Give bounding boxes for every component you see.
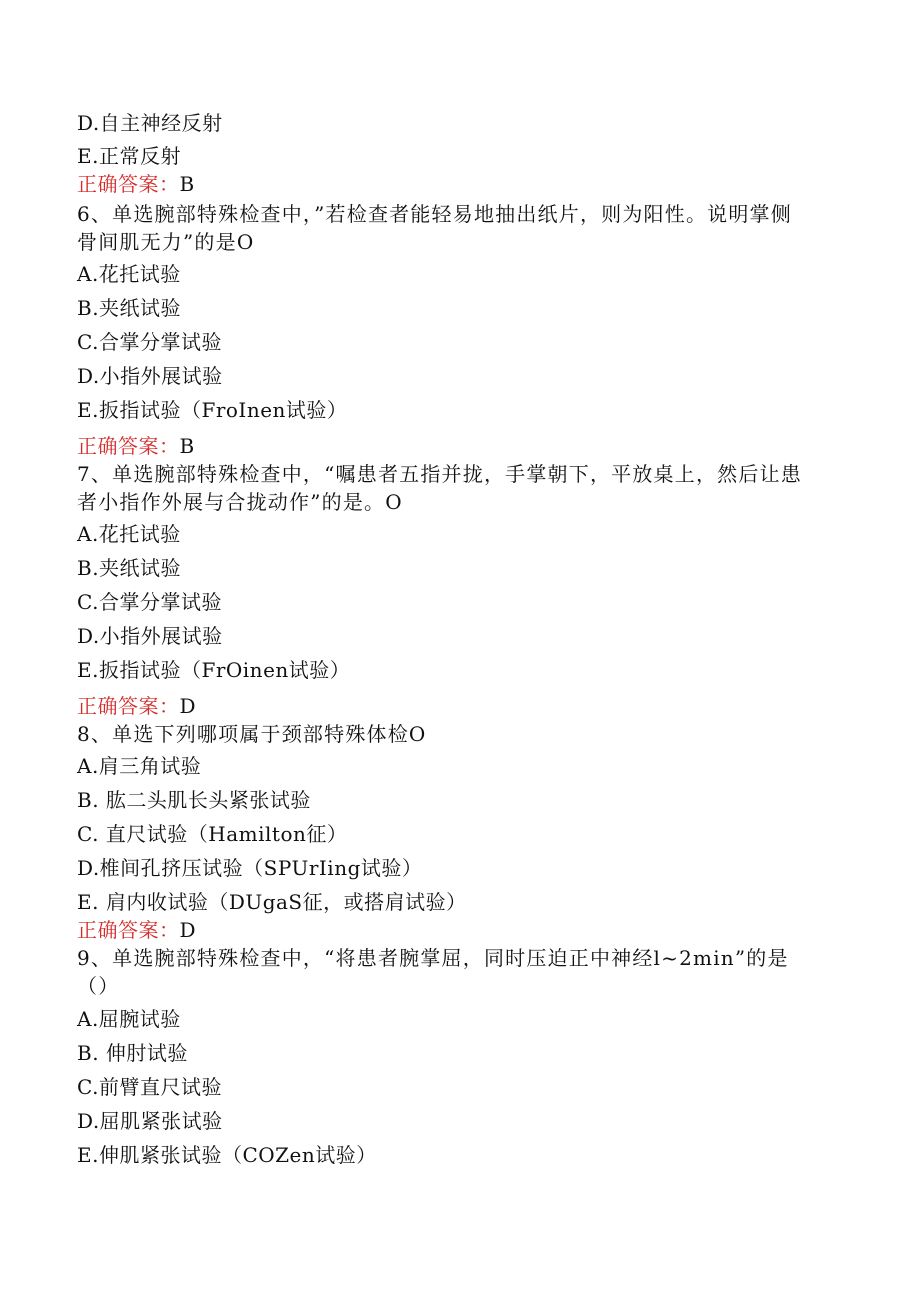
answer-value: D [179,694,197,718]
q6-option-c: C.合掌分掌试验 [77,330,222,354]
q9-option-d: D.屈肌紧张试验 [77,1109,223,1133]
q7-option-c: C.合掌分掌试验 [77,590,222,614]
q9-stem-line1: 9、单选腕部特殊检查中，“将患者腕掌屈，同时压迫正中神经l~2min”的是 [77,946,789,970]
q6-option-d: D.小指外展试验 [77,364,223,388]
q7-option-d: D.小指外展试验 [77,624,223,648]
q7-option-e: E.扳指试验（FrOinen试验） [77,658,351,682]
q9-stem-line2: （） [77,974,120,998]
answer-value: B [179,434,195,458]
q7-answer [77,693,196,719]
answer-label: 正确答案： [77,434,180,458]
q7-option-a: A.花托试验 [77,522,181,546]
answer-label: 正确答案： [77,918,180,942]
q8-option-b: B. 肱二头肌长头紧张试验 [77,788,311,812]
q7-stem-line1: 7、单选腕部特殊检查中，“嘱患者五指并拢，手掌朝下，平放桌上，然后让患 [77,462,802,486]
prev-option-d: D.自主神经反射 [77,111,223,135]
q8-option-a: A.肩三角试验 [77,754,202,778]
q6-option-a: A.花托试验 [77,262,181,286]
prev-answer [77,171,195,197]
q6-stem-line1: 6、单选腕部特殊检查中，”若检查者能轻易地抽出纸片，则为阳性。说明掌侧 [77,202,792,226]
answer-label: 正确答案： [77,172,180,196]
answer-value: B [179,172,195,196]
answer-value: D [179,918,197,942]
q8-answer [77,917,196,943]
q6-answer [77,433,195,459]
q8-option-d: D.椎间孔挤压试验（SPUrIing试验） [77,856,423,880]
q8-option-c: C. 直尺试验（Hamilton征） [77,822,348,846]
q9-option-a: A.屈腕试验 [77,1007,181,1031]
q6-option-e: E.扳指试验（FroInen试验） [77,398,348,422]
prev-option-e: E.正常反射 [77,144,181,168]
q7-stem-line2: 者小指作外展与合拢动作”的是。O [77,490,403,514]
q9-option-c: C.前臂直尺试验 [77,1075,222,1099]
q7-option-b: B.夹纸试验 [77,556,182,580]
q8-stem-line1: 8、单选下列哪项属于颈部特殊体检O [77,722,427,746]
q9-option-b: B. 伸肘试验 [77,1041,188,1065]
answer-label: 正确答案： [77,694,180,718]
q6-stem-line2: 骨间肌无力”的是O [77,230,255,254]
q6-option-b: B.夹纸试验 [77,296,182,320]
q9-option-e: E.伸肌紧张试验（COZen试验） [77,1143,377,1167]
q8-option-e: E. 肩内收试验（DUgaS征，或搭肩试验） [77,890,467,914]
